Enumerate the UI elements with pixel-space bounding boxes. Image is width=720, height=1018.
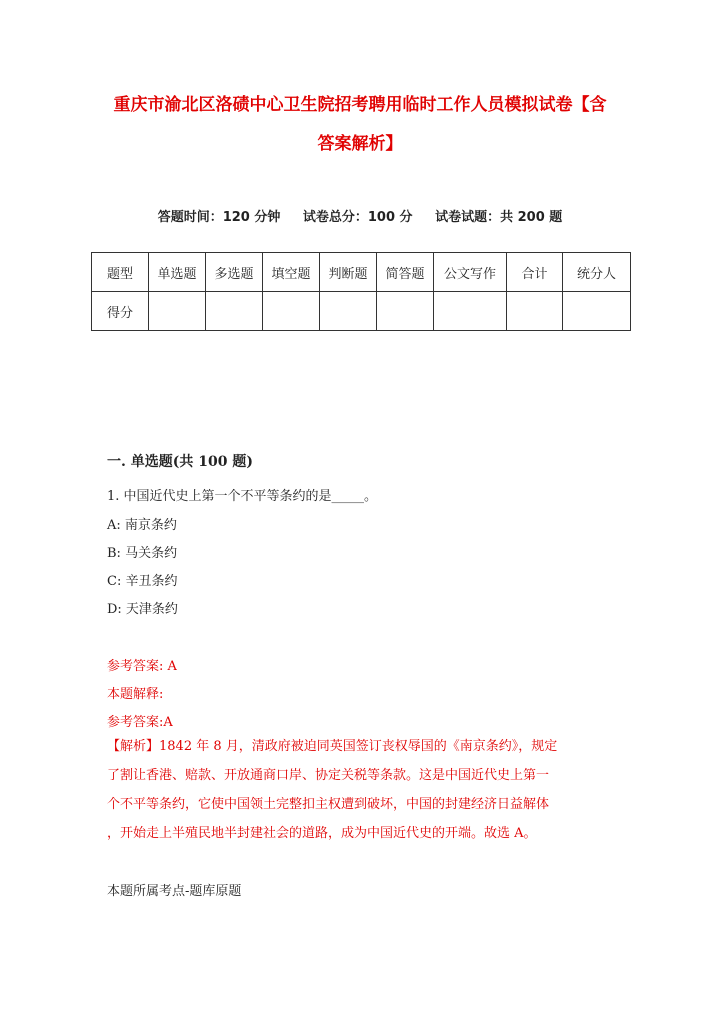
score-cell xyxy=(263,292,320,331)
question-source: 本题所属考点-题库原题 xyxy=(107,884,242,899)
title-line-2: 答案解析】 xyxy=(317,134,403,154)
reference-answer: 参考答案: A xyxy=(107,659,177,674)
analysis-text xyxy=(107,732,617,848)
exam-time: 答题时间：120 分钟 xyxy=(157,210,281,225)
header-cell: 公文写作 xyxy=(434,253,507,292)
analysis-line: 【解析】1842 年 8 月，清政府被迫同英国签订丧权辱国的《南京条约》，规定 xyxy=(107,739,558,754)
exam-total-score: 试卷总分：100 分 xyxy=(302,210,413,225)
header-cell: 统分人 xyxy=(563,253,631,292)
header-cell: 判断题 xyxy=(320,253,377,292)
explanation-label: 本题解释: xyxy=(107,687,164,702)
score-cell xyxy=(149,292,206,331)
header-cell: 合计 xyxy=(507,253,563,292)
score-cell xyxy=(434,292,507,331)
analysis-line: 个不平等条约，它使中国领土完整扣主权遭到破坏，中国的封建经济日益解体 xyxy=(107,797,550,812)
exam-question-count: 试卷试题：共 200 题 xyxy=(435,210,563,225)
analysis-line: ，开始走上半殖民地半封建社会的道路，成为中国近代史的开端。故选 A。 xyxy=(107,826,537,841)
header-cell: 题型 xyxy=(92,253,149,292)
score-cell xyxy=(320,292,377,331)
section-title: 一. 单选题(共 100 题) xyxy=(107,454,253,470)
score-cell xyxy=(507,292,563,331)
score-table xyxy=(91,252,631,331)
option-b: B: 马关条约 xyxy=(107,546,178,561)
row-label-cell: 得分 xyxy=(92,292,149,331)
score-cell xyxy=(206,292,263,331)
exam-meta xyxy=(0,206,720,225)
reference-answer-repeat: 参考答案:A xyxy=(107,715,173,730)
score-cell xyxy=(377,292,434,331)
option-d: D: 天津条约 xyxy=(107,602,178,617)
score-table-header-row xyxy=(92,253,631,292)
title-line-1: 重庆市渝北区洛碛中心卫生院招考聘用临时工作人员模拟试卷【含 xyxy=(113,95,607,115)
question-stem: 1. 中国近代史上第一个不平等条约的是_____。 xyxy=(107,489,378,504)
score-table-score-row xyxy=(92,292,631,331)
header-cell: 单选题 xyxy=(149,253,206,292)
analysis-line: 了割让香港、赔款、开放通商口岸、协定关税等条款。这是中国近代史上第一 xyxy=(107,768,550,783)
header-cell: 简答题 xyxy=(377,253,434,292)
option-a: A: 南京条约 xyxy=(107,518,177,533)
header-cell: 填空题 xyxy=(263,253,320,292)
option-c: C: 辛丑条约 xyxy=(107,574,178,589)
score-cell xyxy=(563,292,631,331)
header-cell: 多选题 xyxy=(206,253,263,292)
